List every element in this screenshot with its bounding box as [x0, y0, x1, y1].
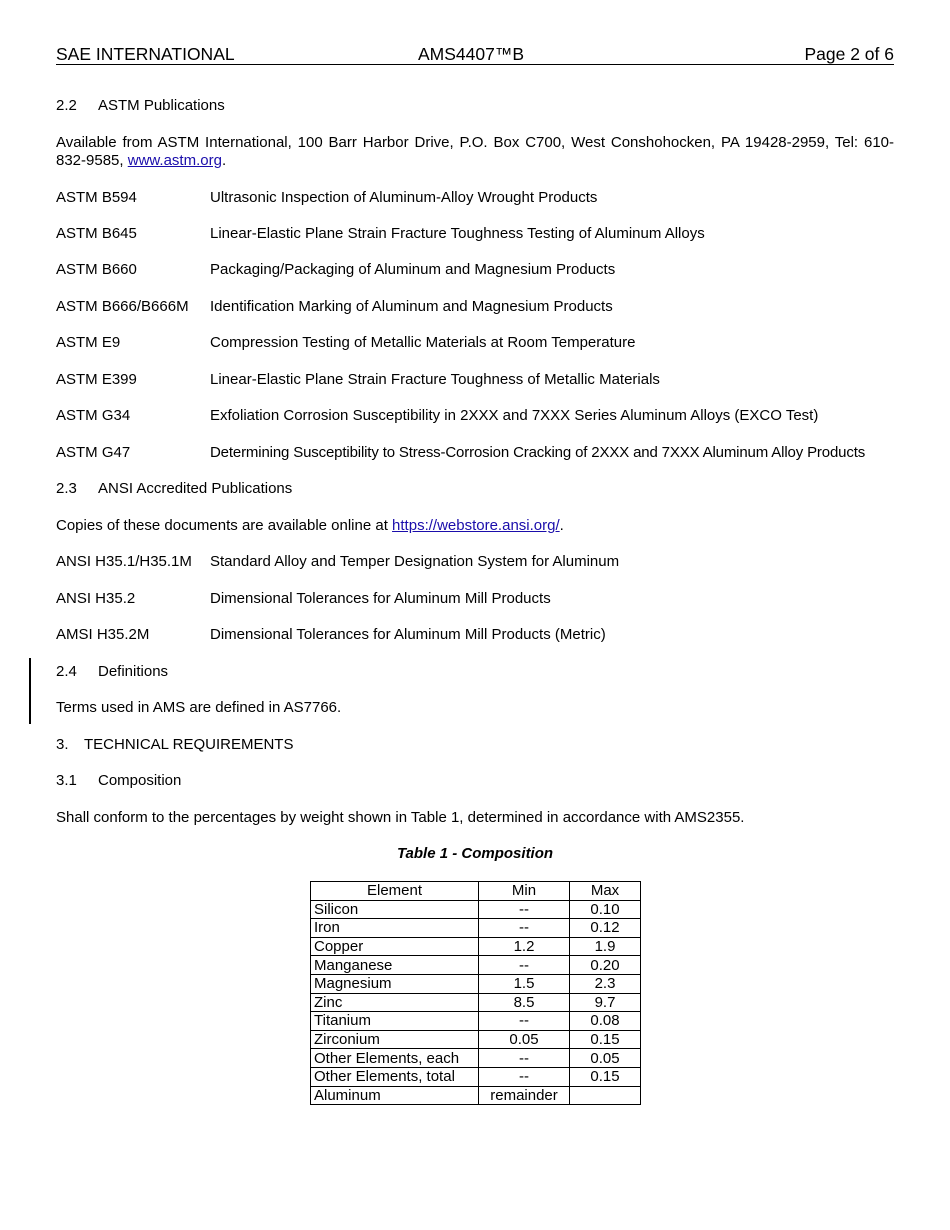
ref-title: Packaging/Packaging of Aluminum and Magnesium Products [210, 261, 616, 278]
table-row [311, 900, 641, 919]
ansi-availability-text: Copies of these documents are available online at [56, 517, 393, 534]
column-header-min: Min [479, 882, 570, 901]
ref-title: Dimensional Tolerances for Aluminum Mill Products [210, 590, 551, 607]
section-2-3-title: ANSI Accredited Publications [98, 480, 293, 497]
min-cell: -- [479, 1012, 570, 1031]
composition-table [310, 881, 641, 1105]
astm-link[interactable]: www.astm.org [127, 152, 222, 169]
definitions-text: Terms used in AMS are defined in AS7766. [56, 699, 342, 716]
max-cell: 0.12 [570, 919, 641, 938]
composition-text: Shall conform to the percentages by weight shown in Table 1, determined in accordance with AMS2355. [56, 809, 745, 826]
ref-title: Compression Testing of Metallic Materials at Room Temperature [210, 334, 636, 351]
section-3-1-number: 3.1 [56, 772, 77, 789]
element-cell: Aluminum [311, 1086, 479, 1105]
page-header [56, 44, 894, 65]
max-cell: 0.15 [570, 1030, 641, 1049]
table-row [311, 919, 641, 938]
section-3-number: 3. [56, 736, 69, 753]
ref-code: ASTM E399 [56, 371, 137, 388]
min-cell: remainder [479, 1086, 570, 1105]
ref-title: Linear-Elastic Plane Strain Fracture Toughness of Metallic Materials [210, 371, 660, 388]
astm-availability-end: . [221, 152, 227, 169]
max-cell: 0.05 [570, 1049, 641, 1068]
max-cell: 9.7 [570, 993, 641, 1012]
column-header-max: Max [570, 882, 641, 901]
astm-availability [56, 134, 894, 170]
section-2-4-title: Definitions [98, 663, 169, 680]
ref-code: ASTM G34 [56, 407, 131, 424]
max-cell: 0.10 [570, 900, 641, 919]
max-cell [570, 1086, 641, 1105]
element-cell: Other Elements, each [311, 1049, 479, 1068]
revision-change-bar [29, 658, 31, 724]
section-3-title: TECHNICAL REQUIREMENTS [84, 736, 294, 753]
ref-title: Identification Marking of Aluminum and Magnesium Products [210, 298, 613, 315]
max-cell: 1.9 [570, 937, 641, 956]
min-cell: -- [479, 1067, 570, 1086]
section-2-2-number: 2.2 [56, 97, 77, 114]
header-org: SAE INTERNATIONAL [56, 44, 235, 64]
column-header-element: Element [311, 882, 479, 901]
table-row [311, 993, 641, 1012]
ref-code: ASTM B594 [56, 189, 137, 206]
table-row [311, 1086, 641, 1105]
ref-title: Determining Susceptibility to Stress-Corrosion Cracking of 2XXX and 7XXX Aluminum Alloy Products [210, 444, 866, 461]
min-cell: -- [479, 1049, 570, 1068]
min-cell: 1.2 [479, 937, 570, 956]
max-cell: 0.20 [570, 956, 641, 975]
header-doc-number: AMS4407™B [418, 44, 525, 64]
element-cell: Copper [311, 937, 479, 956]
table-row [311, 956, 641, 975]
ref-title: Exfoliation Corrosion Susceptibility in 2XXX and 7XXX Series Aluminum Alloys (EXCO Test) [210, 407, 819, 424]
ref-code: ANSI H35.2 [56, 590, 136, 607]
table-row [311, 1030, 641, 1049]
table-row [311, 1012, 641, 1031]
ansi-availability [56, 517, 564, 535]
ref-code: AMSI H35.2M [56, 626, 150, 643]
ref-title: Standard Alloy and Temper Designation System for Aluminum [210, 553, 620, 570]
table-row [311, 974, 641, 993]
ref-code: ASTM G47 [56, 444, 131, 461]
ref-title: Ultrasonic Inspection of Aluminum-Alloy Wrought Products [210, 189, 598, 206]
ref-code: ASTM B666/B666M [56, 298, 189, 315]
min-cell: 0.05 [479, 1030, 570, 1049]
element-cell: Zinc [311, 993, 479, 1012]
ref-code: ASTM B645 [56, 225, 137, 242]
ref-code: ANSI H35.1/H35.1M [56, 553, 192, 570]
section-2-4-number: 2.4 [56, 663, 77, 680]
max-cell: 0.08 [570, 1012, 641, 1031]
element-cell: Zirconium [311, 1030, 479, 1049]
ref-code: ASTM E9 [56, 334, 121, 351]
min-cell: -- [479, 956, 570, 975]
table-row [311, 1049, 641, 1068]
min-cell: 1.5 [479, 974, 570, 993]
element-cell: Manganese [311, 956, 479, 975]
section-2-2-title: ASTM Publications [98, 97, 225, 114]
astm-availability-text: Available from ASTM International, 100 Barr Harbor Drive, P.O. Box C700, West Conshohocken, PA 19428-2959, Tel: 610-832-9585, [56, 134, 894, 169]
ansi-availability-end: . [559, 517, 564, 534]
header-page-number: Page 2 of 6 [804, 44, 894, 64]
section-3-1-title: Composition [98, 772, 182, 789]
max-cell: 0.15 [570, 1067, 641, 1086]
table-row [311, 937, 641, 956]
ref-title: Dimensional Tolerances for Aluminum Mill Products (Metric) [210, 626, 606, 643]
section-2-3-number: 2.3 [56, 480, 77, 497]
max-cell: 2.3 [570, 974, 641, 993]
element-cell: Silicon [311, 900, 479, 919]
table-row [311, 1067, 641, 1086]
table-header-row [311, 882, 641, 901]
element-cell: Titanium [311, 1012, 479, 1031]
table-1-title: Table 1 - Composition [396, 845, 554, 862]
element-cell: Iron [311, 919, 479, 938]
min-cell: -- [479, 919, 570, 938]
element-cell: Magnesium [311, 974, 479, 993]
ref-code: ASTM B660 [56, 261, 137, 278]
min-cell: 8.5 [479, 993, 570, 1012]
ansi-link[interactable]: https://webstore.ansi.org/ [392, 517, 560, 534]
element-cell: Other Elements, total [311, 1067, 479, 1086]
min-cell: -- [479, 900, 570, 919]
ref-title: Linear-Elastic Plane Strain Fracture Toughness Testing of Aluminum Alloys [210, 225, 705, 242]
